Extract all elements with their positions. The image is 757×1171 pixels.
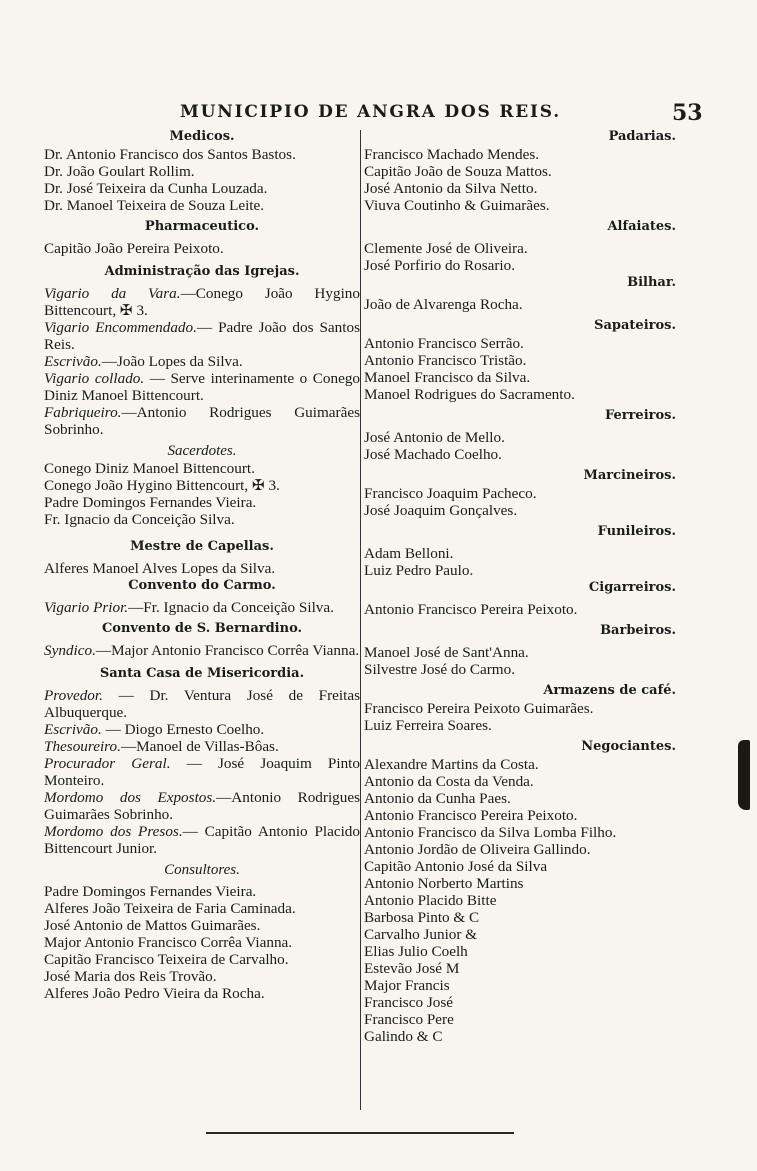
list-item: Alferes João Teixeira de Faria Caminada. <box>44 900 296 917</box>
entry-text: — Padre João dos Santos Reis. <box>44 319 360 353</box>
section-heading-ferreiros: Ferreiros. <box>604 408 676 423</box>
entry-vigario-prior <box>44 599 360 616</box>
list-item: Dr. João Goulart Rollim. <box>44 163 195 180</box>
list-item: Capitão Francisco Teixeira de Carvalho. <box>44 951 289 968</box>
entry-text: —Antonio Rodrigues Guimarães Sobrinho. <box>44 789 360 823</box>
entry-label: Fabriqueiro. <box>44 404 122 421</box>
list-item: Antonio Francisco Pereira Peixoto. <box>364 807 578 824</box>
list-item: Dr. José Teixeira da Cunha Louzada. <box>44 180 268 197</box>
section-heading-carmo: Convento do Carmo. <box>128 578 276 593</box>
section-heading-bilhar: Bilhar. <box>627 275 676 290</box>
list-item: Manoel Rodrigues do Sacramento. <box>364 386 575 403</box>
list-item: Francisco Pereira Peixoto Guimarães. <box>364 700 594 717</box>
entry-label: Escrivão. <box>44 353 102 370</box>
entry-label: Thesoureiro. <box>44 738 121 755</box>
list-item: Carvalho Junior & <box>364 926 478 943</box>
list-item: Padre Domingos Fernandes Vieira. <box>44 494 257 511</box>
entry-text: —Major Antonio Francisco Corrêa Vianna. <box>95 642 360 659</box>
section-heading-pharmaceutico: Pharmaceutico. <box>144 219 260 234</box>
list-item: Antonio Placido Bitte <box>364 892 497 909</box>
list-item: Capitão Antonio José da Silva <box>364 858 548 875</box>
entry-text: — Diogo Ernesto Coelho. <box>105 721 265 738</box>
list-item: Manoel José de Sant'Anna. <box>364 644 529 661</box>
list-item: Antonio da Costa da Venda. <box>364 773 534 790</box>
section-heading-medicos: Medicos. <box>169 129 235 144</box>
list-item: Adam Belloni. <box>364 545 454 562</box>
list-item: Dr. Manoel Teixeira de Souza Leite. <box>44 197 265 214</box>
section-heading-bernardino: Convento de S. Bernardino. <box>101 621 303 636</box>
section-heading-mestre: Mestre de Capellas. <box>130 539 274 554</box>
section-heading-alfaiates: Alfaiates. <box>607 219 676 234</box>
list-item: Conego João Hygino Bittencourt, ✠ 3. <box>44 477 280 494</box>
list-item: Conego Diniz Manoel Bittencourt. <box>44 460 255 477</box>
list-item: José Maria dos Reis Trovão. <box>44 968 217 985</box>
list-item: Antonio Francisco Serrão. <box>364 335 524 352</box>
entry-syndico <box>44 642 360 659</box>
list-item: Elias Julio Coelh <box>364 943 468 960</box>
list-item: Viuva Coutinho & Guimarães. <box>364 197 550 214</box>
list-item: José Antonio da Silva Netto. <box>364 180 538 197</box>
footer-rule <box>206 1132 514 1134</box>
entry-text: —Fr. Ignacio da Conceição Silva. <box>128 599 334 616</box>
section-heading-consultores: Consultores. <box>164 862 240 878</box>
entry-text: — Dr. Ventura José de Freitas Albuquerque. <box>44 687 360 721</box>
entry-label: Vigario Prior. <box>44 599 129 616</box>
entry-label: Vigario Encommendado. <box>44 319 197 336</box>
list-item: Major Antonio Francisco Corrêa Vianna. <box>44 934 293 951</box>
entry-mordomo-presos <box>44 823 360 857</box>
section-heading-santa-casa: Santa Casa de Misericordia. <box>99 666 305 681</box>
left-column <box>44 128 360 1002</box>
list-item: Francisco Joaquim Pacheco. <box>364 485 537 502</box>
list-item: José Antonio de Mello. <box>364 429 505 446</box>
list-item: Antonio Francisco Pereira Peixoto. <box>364 601 578 618</box>
list-item: Antonio da Cunha Paes. <box>364 790 511 807</box>
entry-text: —Antonio Rodrigues Guimarães Sobrinho. <box>44 404 360 438</box>
section-heading-padarias: Padarias. <box>608 129 676 144</box>
list-item: Fr. Ignacio da Conceição Silva. <box>44 511 235 528</box>
list-item: Francisco José <box>364 994 453 1011</box>
section-heading-barbeiros: Barbeiros. <box>600 623 676 638</box>
entry-text: —João Lopes da Silva. <box>101 353 243 370</box>
column-divider <box>360 130 361 1110</box>
list-item: Padre Domingos Fernandes Vieira. <box>44 883 257 900</box>
list-item: José Machado Coelho. <box>364 446 502 463</box>
entry-escrivao-santa-casa <box>44 721 360 738</box>
entry-label: Vigario da Vara. <box>44 285 181 302</box>
list-item: José Joaquim Gonçalves. <box>364 502 518 519</box>
entry-escrivao <box>44 353 360 370</box>
list-item: João de Alvarenga Rocha. <box>364 296 523 313</box>
section-heading-funileiros: Funileiros. <box>597 524 676 539</box>
entry-vigario-vara <box>44 285 360 319</box>
list-item: Galindo & C <box>364 1028 443 1045</box>
entry-mordomo-expostos <box>44 789 360 823</box>
entry-label: Provedor. <box>44 687 103 704</box>
entry-text: — Capitão Antonio Placido Bittencourt Junior. <box>44 823 360 857</box>
list-item: Francisco Pere <box>364 1011 454 1028</box>
list-item: Dr. Antonio Francisco dos Santos Bastos. <box>44 146 296 163</box>
list-item: Alexandre Martins da Costa. <box>364 756 539 773</box>
page-title: MUNICIPIO DE ANGRA DOS REIS. <box>180 102 561 122</box>
list-item: Capitão João Pereira Peixoto. <box>44 240 224 257</box>
list-item: Major Francis <box>364 977 450 994</box>
entry-vigario-collado <box>44 370 360 404</box>
entry-label: Syndico. <box>44 642 96 659</box>
entry-label: Procurador Geral. <box>44 755 171 772</box>
entry-label: Mordomo dos Presos. <box>44 823 183 840</box>
list-item: Luiz Ferreira Soares. <box>364 717 492 734</box>
entry-text: —Conego João Hygino Bittencourt, ✠ 3. <box>44 285 360 319</box>
entry-vigario-encommendado <box>44 319 360 353</box>
entry-text: — Serve interinamente o Conego Diniz Manoel Bittencourt. <box>44 370 360 404</box>
entry-thesoureiro <box>44 738 360 755</box>
entry-fabriqueiro <box>44 404 360 438</box>
right-column <box>364 128 694 1045</box>
list-item: Antonio Norberto Martins <box>364 875 524 892</box>
list-item: Antonio Francisco da Silva Lomba Filho. <box>364 824 617 841</box>
section-heading-armazens: Armazens de café. <box>543 683 676 698</box>
list-item: Alferes Manoel Alves Lopes da Silva. <box>44 560 276 577</box>
section-heading-sacerdotes: Sacerdotes. <box>167 443 237 459</box>
list-item: José Porfirio do Rosario. <box>364 257 516 274</box>
page-header <box>0 96 757 124</box>
entry-text: — José Joaquim Pinto Monteiro. <box>44 755 360 789</box>
list-item: Manoel Francisco da Silva. <box>364 369 531 386</box>
section-heading-marcineiros: Marcineiros. <box>583 468 676 483</box>
entry-label: Vigario collado. <box>44 370 145 387</box>
list-item: Alferes João Pedro Vieira da Rocha. <box>44 985 265 1002</box>
list-item: José Antonio de Mattos Guimarães. <box>44 917 261 934</box>
entry-text: —Manoel de Villas-Bôas. <box>120 738 279 755</box>
section-heading-cigarreiros: Cigarreiros. <box>588 580 676 595</box>
list-item: Clemente José de Oliveira. <box>364 240 528 257</box>
list-item: Luiz Pedro Paulo. <box>364 562 474 579</box>
list-item: Capitão João de Souza Mattos. <box>364 163 552 180</box>
list-item: Antonio Jordão de Oliveira Gallindo. <box>364 841 591 858</box>
list-item: Estevão José M <box>364 960 460 977</box>
page-edge-mark <box>738 740 750 810</box>
entry-provedor <box>44 687 360 721</box>
section-heading-negociantes: Negociantes. <box>581 739 676 754</box>
section-heading-administracao: Administração das Igrejas. <box>104 264 300 279</box>
list-item: Barbosa Pinto & C <box>364 909 480 926</box>
list-item: Silvestre José do Carmo. <box>364 661 516 678</box>
page-number: 53 <box>672 100 703 126</box>
entry-label: Escrivão. <box>44 721 102 738</box>
section-heading-sapateiros: Sapateiros. <box>594 318 676 333</box>
entry-procurador <box>44 755 360 789</box>
list-item: Francisco Machado Mendes. <box>364 146 540 163</box>
list-item: Antonio Francisco Tristão. <box>364 352 527 369</box>
entry-label: Mordomo dos Expostos. <box>44 789 217 806</box>
